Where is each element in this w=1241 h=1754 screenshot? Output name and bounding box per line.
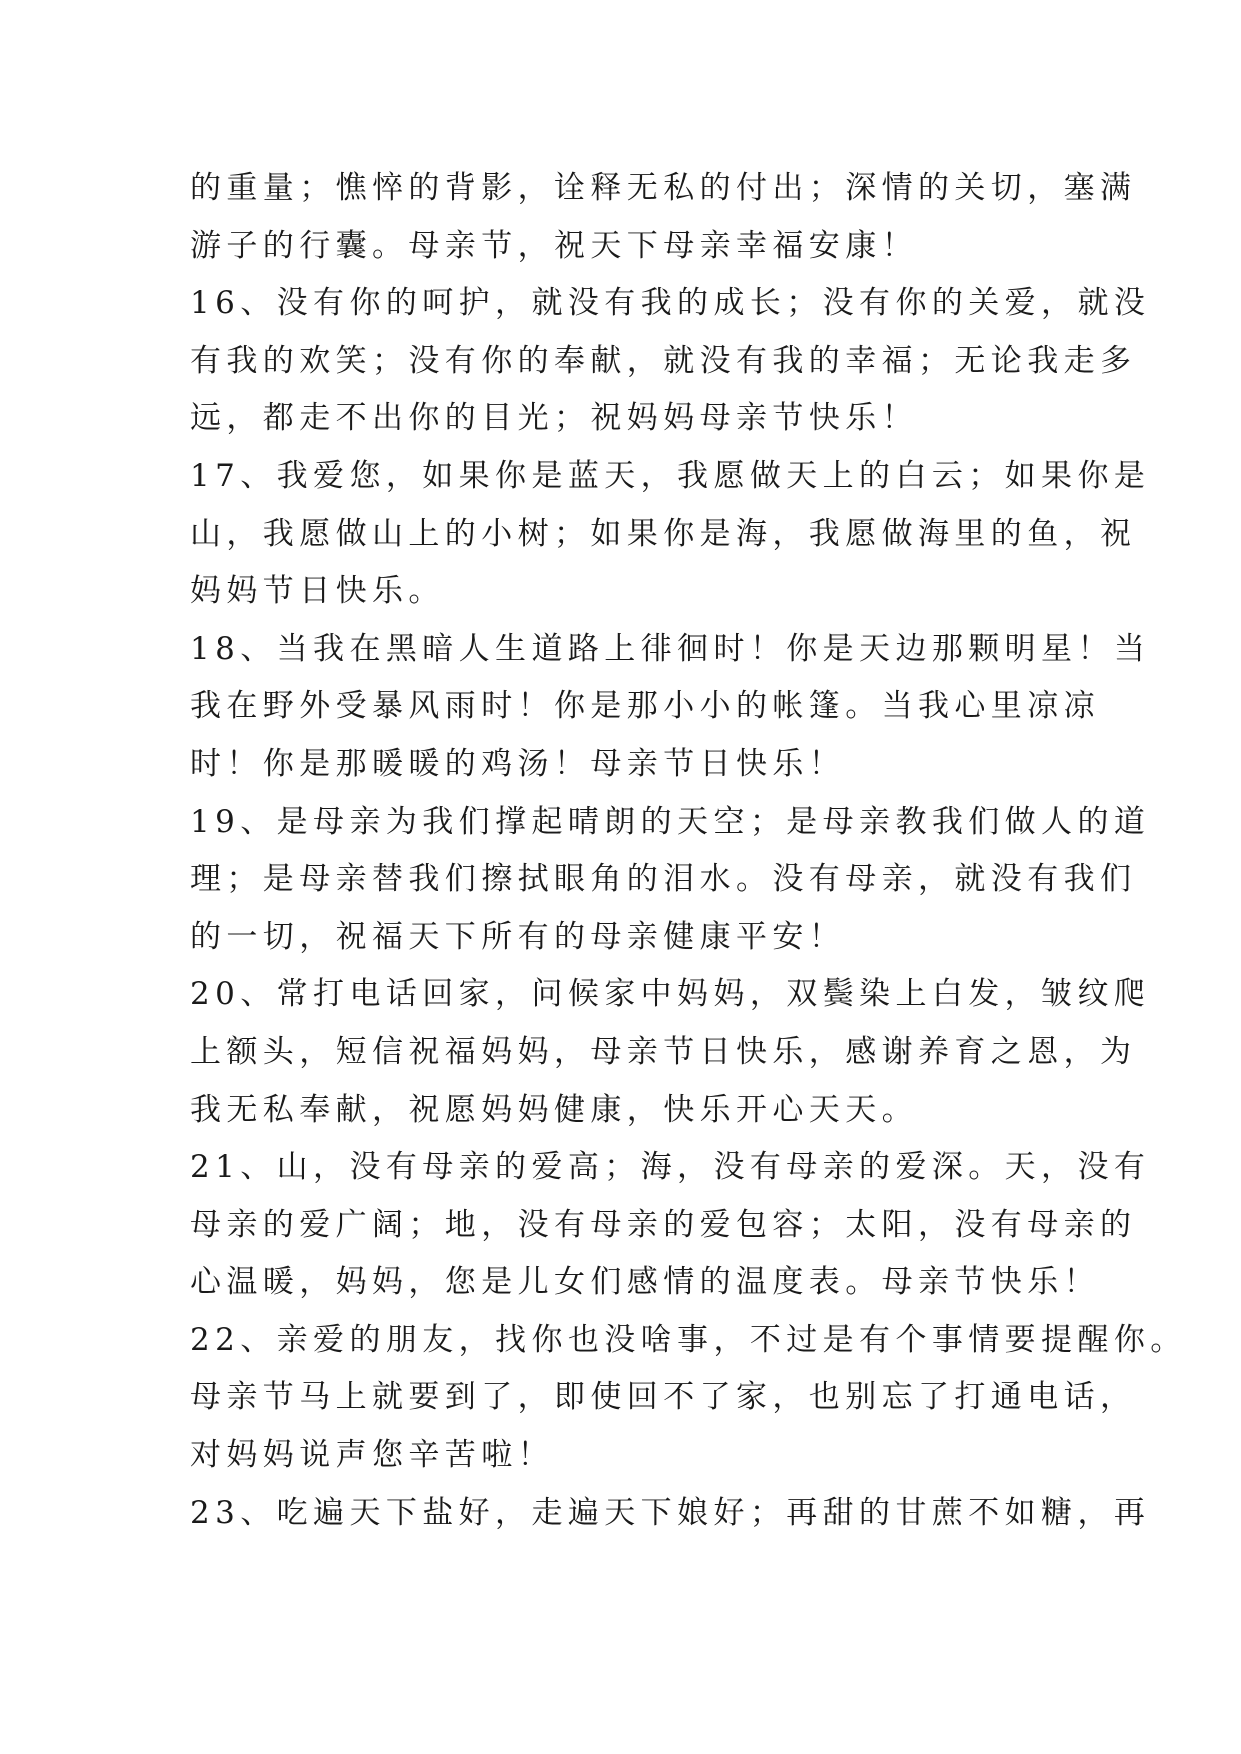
text-line: 对妈妈说声您辛苦啦！ — [190, 1437, 554, 1474]
text-line: 心温暖，妈妈，您是儿女们感情的温度表。母亲节快乐！ — [190, 1264, 1100, 1301]
text-line: 17、我爱您，如果你是蓝天，我愿做天上的白云；如果你是 — [190, 457, 1151, 494]
text-line: 20、常打电话回家，问候家中妈妈，双鬓染上白发，皱纹爬 — [190, 976, 1151, 1013]
text-line: 远，都走不出你的目光；祝妈妈母亲节快乐！ — [190, 400, 918, 437]
text-line: 母亲节马上就要到了，即使回不了家，也别忘了打通电话， — [190, 1379, 1137, 1416]
text-line: 我无私奉献，祝愿妈妈健康，快乐开心天天。 — [190, 1091, 918, 1128]
text-line: 18、当我在黑暗人生道路上徘徊时！你是天边那颗明星！当 — [190, 630, 1151, 667]
text-line: 母亲的爱广阔；地，没有母亲的爱包容；太阳，没有母亲的 — [190, 1206, 1137, 1243]
text-line: 23、吃遍天下盐好，走遍天下娘好；再甜的甘蔗不如糖，再 — [190, 1494, 1151, 1531]
text-line: 我在野外受暴风雨时！你是那小小的帐篷。当我心里凉凉 — [190, 688, 1100, 725]
text-line: 19、是母亲为我们撑起晴朗的天空；是母亲教我们做人的道 — [190, 803, 1151, 840]
text-line: 妈妈节日快乐。 — [190, 573, 445, 610]
text-line: 理；是母亲替我们擦拭眼角的泪水。没有母亲，就没有我们 — [190, 861, 1137, 898]
text-line: 21、山，没有母亲的爱高；海，没有母亲的爱深。天，没有 — [190, 1149, 1151, 1186]
text-line: 时！你是那暖暖的鸡汤！母亲节日快乐！ — [190, 745, 846, 782]
text-line: 的一切，祝福天下所有的母亲健康平安！ — [190, 918, 846, 955]
text-line: 的重量；憔悴的背影，诠释无私的付出；深情的关切，塞满 — [190, 170, 1137, 206]
text-line: 山，我愿做山上的小树；如果你是海，我愿做海里的鱼，祝 — [190, 515, 1137, 552]
text-line: 16、没有你的呵护，就没有我的成长；没有你的关爱，就没 — [190, 285, 1151, 322]
text-line: 有我的欢笑；没有你的奉献，就没有我的幸福；无论我走多 — [190, 342, 1137, 379]
text-line: 上额头，短信祝福妈妈，母亲节日快乐，感谢养育之恩，为 — [190, 1033, 1137, 1070]
text-line: 游子的行囊。母亲节，祝天下母亲幸福安康！ — [190, 227, 918, 264]
document-body — [190, 160, 1187, 1542]
text-line: 22、亲爱的朋友，找你也没啥事，不过是有个事情要提醒你。 — [190, 1321, 1187, 1358]
